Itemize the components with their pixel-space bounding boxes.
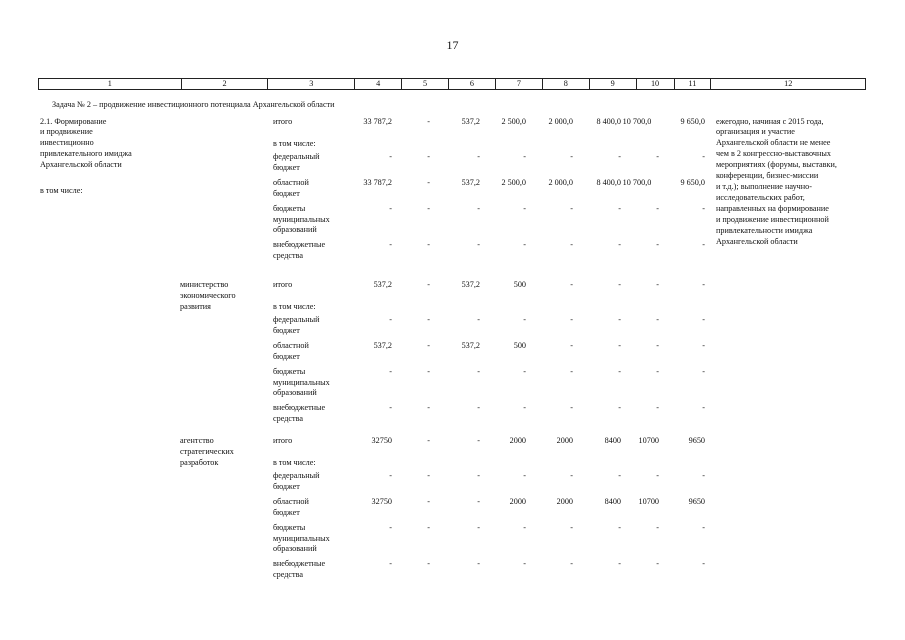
- col-number-1: 1: [39, 79, 182, 89]
- value-cell: -: [427, 178, 430, 187]
- col-number-2: 2: [182, 79, 269, 89]
- source-label: итого: [273, 117, 293, 126]
- source-label: средства: [273, 569, 304, 579]
- value-cell: -: [702, 403, 705, 412]
- measure-title-line-3: инвестиционно: [40, 138, 94, 147]
- value-cell: 10700: [638, 436, 659, 445]
- task-title: Задача № 2 – продвижение инвестиционного потенциала Архангельской области: [52, 100, 335, 109]
- source-label: в том числе:: [273, 302, 316, 311]
- source-label: федеральный: [273, 152, 320, 161]
- value-cell: -: [618, 204, 621, 213]
- value-cell: -: [570, 315, 573, 324]
- value-cell: 537,2: [373, 341, 392, 350]
- col-number-3: 3: [268, 79, 355, 89]
- col-number-7: 7: [496, 79, 543, 89]
- value-cell: -: [702, 280, 705, 289]
- value-cell: 9 650,0: [680, 117, 705, 126]
- result-line: направленных на формирование: [716, 204, 829, 213]
- value-cell: -: [427, 341, 430, 350]
- value-cell: -: [656, 315, 659, 324]
- value-cell: -: [702, 471, 705, 480]
- value-cell: 537,2: [461, 280, 480, 289]
- result-line: чем в 2 конгрессно-выставочных: [716, 149, 831, 158]
- col-number-10: 10: [637, 79, 675, 89]
- value-cell: -: [702, 315, 705, 324]
- value-cell: 10 700,0: [622, 117, 652, 126]
- value-cell: -: [570, 204, 573, 213]
- value-cell: 8400: [604, 436, 621, 445]
- value-cell: 2000: [509, 497, 526, 506]
- value-cell: -: [389, 471, 392, 480]
- source-label: бюджеты: [273, 523, 306, 532]
- value-cell: -: [523, 240, 526, 249]
- value-cell: -: [702, 559, 705, 568]
- value-cell: -: [427, 315, 430, 324]
- value-cell: -: [656, 559, 659, 568]
- value-cell: -: [389, 367, 392, 376]
- value-cell: -: [523, 471, 526, 480]
- value-cell: -: [477, 403, 480, 412]
- value-cell: -: [702, 240, 705, 249]
- value-cell: -: [427, 367, 430, 376]
- value-cell: 537,2: [461, 178, 480, 187]
- value-cell: -: [618, 403, 621, 412]
- source-label: внебюджетные: [273, 240, 326, 249]
- executor-line: агентство: [180, 436, 214, 445]
- measure-title-line-4: привлекательного имиджа: [40, 149, 132, 158]
- value-cell: -: [523, 152, 526, 161]
- value-cell: -: [477, 315, 480, 324]
- value-cell: 500: [513, 280, 526, 289]
- value-cell: -: [656, 240, 659, 249]
- value-cell: -: [570, 523, 573, 532]
- value-cell: -: [656, 341, 659, 350]
- value-cell: -: [570, 367, 573, 376]
- value-cell: -: [389, 240, 392, 249]
- source-label: в том числе:: [273, 458, 316, 467]
- source-label: внебюджетные: [273, 403, 326, 412]
- value-cell: -: [427, 403, 430, 412]
- source-label: образований: [273, 225, 317, 234]
- value-cell: 2 500,0: [501, 178, 526, 187]
- result-line: привлекательности имиджа: [716, 226, 813, 235]
- value-cell: -: [618, 280, 621, 289]
- value-cell: -: [427, 497, 430, 506]
- col-number-4: 4: [355, 79, 402, 89]
- value-cell: -: [656, 403, 659, 412]
- value-cell: -: [618, 315, 621, 324]
- value-cell: 537,2: [373, 280, 392, 289]
- value-cell: -: [427, 523, 430, 532]
- value-cell: 500: [513, 341, 526, 350]
- value-cell: 2 500,0: [501, 117, 526, 126]
- value-cell: -: [656, 523, 659, 532]
- result-line: и продвижение инвестиционной: [716, 215, 829, 224]
- source-label: бюджет: [273, 507, 300, 517]
- value-cell: -: [477, 204, 480, 213]
- value-cell: -: [477, 240, 480, 249]
- result-line: конференции, бизнес-миссии: [716, 171, 819, 180]
- value-cell: -: [570, 403, 573, 412]
- result-line: организация и участие: [716, 127, 795, 136]
- value-cell: -: [477, 367, 480, 376]
- value-cell: 10700: [638, 497, 659, 506]
- value-cell: -: [523, 367, 526, 376]
- executor-line: экономического: [180, 291, 236, 300]
- source-label: муниципальных: [273, 214, 330, 224]
- value-cell: -: [656, 204, 659, 213]
- value-cell: -: [477, 471, 480, 480]
- value-cell: -: [427, 204, 430, 213]
- source-label: федеральный: [273, 471, 320, 480]
- value-cell: -: [570, 152, 573, 161]
- value-cell: 8 400,0: [596, 117, 621, 126]
- executor-line: разработок: [180, 458, 219, 467]
- source-label: итого: [273, 280, 293, 289]
- source-label: бюджет: [273, 481, 300, 491]
- source-label: бюджеты: [273, 367, 306, 376]
- value-cell: -: [477, 559, 480, 568]
- value-cell: -: [656, 280, 659, 289]
- value-cell: -: [477, 497, 480, 506]
- value-cell: -: [656, 367, 659, 376]
- value-cell: -: [523, 523, 526, 532]
- value-cell: 2 000,0: [548, 117, 573, 126]
- source-label: бюджет: [273, 188, 300, 198]
- value-cell: -: [427, 240, 430, 249]
- value-cell: -: [702, 152, 705, 161]
- value-cell: -: [702, 523, 705, 532]
- value-cell: 2000: [509, 436, 526, 445]
- measure-title-line-1: 2.1. Формирование: [40, 117, 107, 126]
- result-line: Архангельской области не менее: [716, 138, 831, 147]
- result-line: Архангельской области: [716, 237, 798, 246]
- value-cell: -: [523, 315, 526, 324]
- value-cell: -: [389, 315, 392, 324]
- value-cell: 537,2: [461, 117, 480, 126]
- value-cell: 9650: [688, 497, 705, 506]
- value-cell: -: [389, 152, 392, 161]
- value-cell: -: [477, 436, 480, 445]
- col-number-9: 9: [590, 79, 637, 89]
- value-cell: -: [389, 403, 392, 412]
- value-cell: 2000: [556, 497, 573, 506]
- executor-line: министерство: [180, 280, 229, 289]
- value-cell: -: [570, 471, 573, 480]
- value-cell: 2 000,0: [548, 178, 573, 187]
- column-number-header: [38, 78, 866, 90]
- result-line: мероприятиях (форумы, выставки,: [716, 160, 837, 169]
- result-line: и т.д.); выполнение научно-: [716, 182, 812, 191]
- executor-line: стратегических: [180, 447, 234, 456]
- value-cell: -: [702, 341, 705, 350]
- value-cell: -: [427, 117, 430, 126]
- value-cell: 9650: [688, 436, 705, 445]
- value-cell: 8 400,0: [596, 178, 621, 187]
- source-label: в том числе:: [273, 139, 316, 148]
- value-cell: 33 787,2: [363, 117, 392, 126]
- source-label: муниципальных: [273, 533, 330, 543]
- value-cell: -: [389, 204, 392, 213]
- value-cell: -: [427, 559, 430, 568]
- value-cell: -: [618, 367, 621, 376]
- value-cell: -: [523, 403, 526, 412]
- measure-title-line-2: и продвижение: [40, 127, 93, 136]
- col-number-8: 8: [543, 79, 590, 89]
- value-cell: -: [618, 559, 621, 568]
- value-cell: 9 650,0: [680, 178, 705, 187]
- value-cell: -: [570, 240, 573, 249]
- source-label: областной: [273, 497, 309, 506]
- source-label: образований: [273, 388, 317, 397]
- value-cell: -: [618, 471, 621, 480]
- col-number-12: 12: [784, 79, 793, 88]
- value-cell: 2000: [556, 436, 573, 445]
- value-cell: -: [618, 341, 621, 350]
- value-cell: -: [477, 523, 480, 532]
- col-number-11: 11: [675, 79, 712, 89]
- source-label: бюджет: [273, 325, 300, 335]
- source-label: бюджеты: [273, 204, 306, 213]
- value-cell: -: [523, 559, 526, 568]
- value-cell: 8400: [604, 497, 621, 506]
- value-cell: -: [389, 559, 392, 568]
- value-cell: 33 787,2: [363, 178, 392, 187]
- value-cell: 10 700,0: [622, 178, 652, 187]
- value-cell: -: [570, 559, 573, 568]
- col-number-5: 5: [402, 79, 449, 89]
- value-cell: -: [427, 471, 430, 480]
- source-label: федеральный: [273, 315, 320, 324]
- col-number-6: 6: [449, 79, 496, 89]
- source-label: бюджет: [273, 351, 300, 361]
- value-cell: -: [477, 152, 480, 161]
- value-cell: -: [427, 152, 430, 161]
- source-label: итого: [273, 436, 293, 445]
- source-label: бюджет: [273, 162, 300, 172]
- result-line: ежегодно, начиная с 2015 года,: [716, 117, 824, 126]
- value-cell: 32750: [371, 436, 392, 445]
- page-number: 17: [446, 38, 459, 52]
- source-label: муниципальных: [273, 377, 330, 387]
- value-cell: -: [427, 436, 430, 445]
- value-cell: 32750: [371, 497, 392, 506]
- source-label: образований: [273, 544, 317, 553]
- value-cell: -: [656, 152, 659, 161]
- value-cell: -: [389, 523, 392, 532]
- value-cell: -: [523, 204, 526, 213]
- measure-subtitle: в том числе:: [40, 186, 83, 195]
- value-cell: -: [656, 471, 659, 480]
- value-cell: -: [570, 280, 573, 289]
- value-cell: 537,2: [461, 341, 480, 350]
- source-label: средства: [273, 413, 304, 423]
- value-cell: -: [702, 204, 705, 213]
- value-cell: -: [702, 367, 705, 376]
- source-label: областной: [273, 178, 309, 187]
- value-cell: -: [427, 280, 430, 289]
- result-line: исследовательских работ,: [716, 193, 805, 202]
- source-label: областной: [273, 341, 309, 350]
- value-cell: -: [618, 240, 621, 249]
- executor-line: развития: [180, 302, 211, 311]
- measure-title-line-5: Архангельской области: [40, 160, 122, 169]
- source-label: внебюджетные: [273, 559, 326, 568]
- source-label: средства: [273, 250, 304, 260]
- value-cell: -: [618, 152, 621, 161]
- value-cell: -: [570, 341, 573, 350]
- value-cell: -: [618, 523, 621, 532]
